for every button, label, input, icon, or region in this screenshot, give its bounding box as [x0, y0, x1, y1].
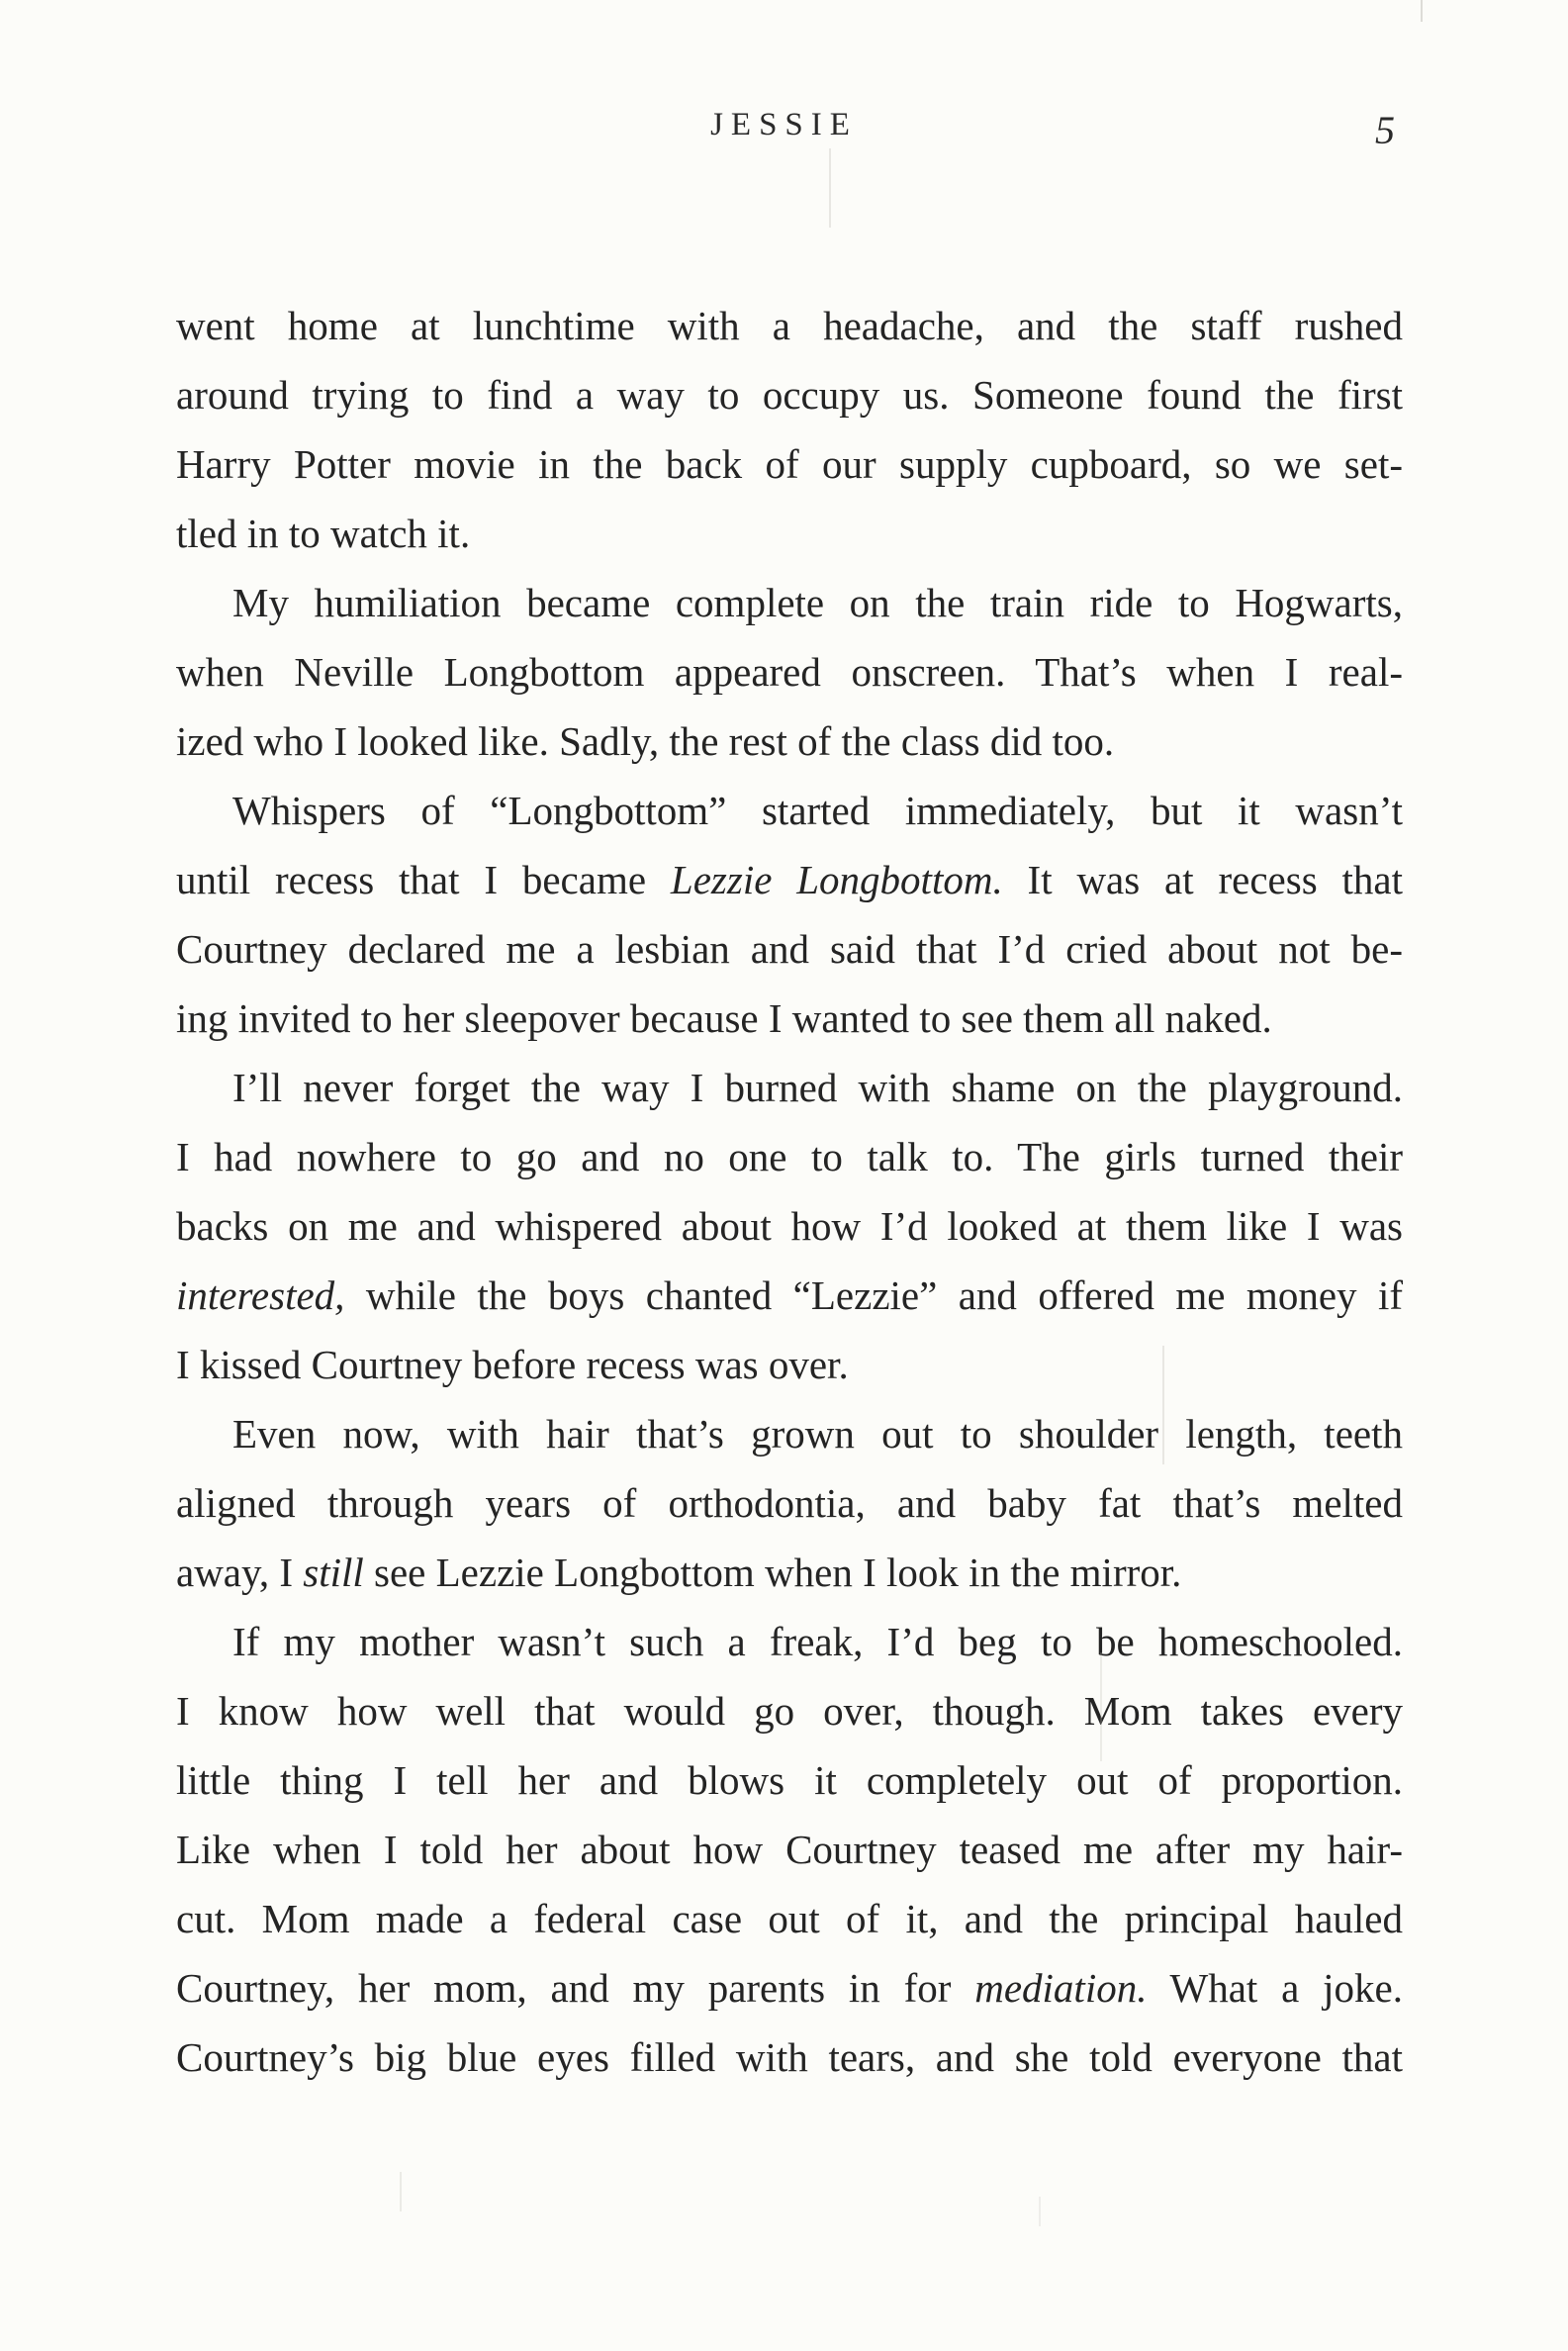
italic-run: still: [303, 1550, 364, 1595]
scan-artifact: [1162, 1346, 1164, 1464]
text-line: when Neville Longbottom appeared onscreen. That’s when I real-: [176, 649, 1403, 695]
text-line: went home at lunchtime with a headache, and the staff rushed: [176, 303, 1403, 348]
paragraph-end-line: ing invited to her sleepover because I wanted to see them all naked.: [176, 995, 1272, 1041]
paragraph-end-line: [176, 1538, 1403, 1607]
paragraph-start-line: If my mother wasn’t such a freak, I’d beg to be homeschooled.: [232, 1619, 1403, 1664]
scan-artifact: [1100, 1652, 1102, 1761]
scan-artifact: [829, 148, 831, 228]
text-line: cut. Mom made a federal case out of it, and the principal hauled: [176, 1896, 1403, 1941]
paragraph-start-line: My humiliation became complete on the train ride to Hogwarts,: [232, 580, 1403, 625]
running-head: JESSIE: [710, 107, 858, 142]
scan-artifact: [1421, 0, 1423, 22]
text-line: backs on me and whispered about how I’d looked at them like I was: [176, 1203, 1403, 1249]
italic-run: mediation.: [974, 1965, 1148, 2011]
text-line: Courtney’s big blue eyes filled with tears, and she told everyone that: [176, 2034, 1403, 2080]
text-line: little thing I tell her and blows it completely out of proportion.: [176, 1757, 1403, 1803]
text-line: I know how well that would go over, though. Mom takes every: [176, 1688, 1403, 1734]
paragraph-start-line: Even now, with hair that’s grown out to shoulder length, teeth: [232, 1411, 1403, 1457]
paragraph-start-line: Whispers of “Longbottom” started immediately, but it wasn’t: [232, 788, 1403, 833]
paragraph-end-line: tled in to watch it.: [176, 511, 471, 556]
text-line: [176, 1953, 1403, 2022]
paragraph-end-line: ized who I looked like. Sadly, the rest of the class did too.: [176, 718, 1115, 764]
scan-artifact: [400, 2172, 402, 2211]
text-run: away, I: [176, 1550, 304, 1595]
text-line: around trying to find a way to occupy us. Someone found the first: [176, 372, 1403, 418]
text-line: [176, 1261, 1403, 1330]
text-run: see Lezzie Longbottom when I look in the mirror.: [363, 1550, 1182, 1595]
text-run: until recess that I became: [176, 857, 671, 902]
text-line: [176, 845, 1403, 914]
text-run: Courtney, her mom, and my parents in for: [176, 1965, 975, 2011]
paragraph-end-line: I kissed Courtney before recess was over.: [176, 1342, 849, 1387]
text-run: What a joke.: [1147, 1965, 1403, 2011]
text-run: It was at recess that: [1002, 857, 1403, 902]
text-line: I had nowhere to go and no one to talk to. The girls turned their: [176, 1134, 1403, 1179]
italic-run: interested,: [176, 1272, 345, 1318]
paragraph-start-line: I’ll never forget the way I burned with shame on the playground.: [232, 1065, 1403, 1110]
body-text: [176, 291, 1403, 2092]
text-line: aligned through years of orthodontia, and baby fat that’s melted: [176, 1480, 1403, 1526]
text-run: while the boys chanted “Lezzie” and offered me money if: [344, 1272, 1403, 1318]
italic-run: Lezzie Longbottom.: [670, 857, 1003, 902]
text-line: Courtney declared me a lesbian and said that I’d cried about not be-: [176, 926, 1403, 972]
text-line: Harry Potter movie in the back of our supply cupboard, so we set-: [176, 441, 1403, 487]
scan-artifact: [1039, 2197, 1041, 2226]
page-number: 5: [1375, 108, 1395, 152]
text-line: Like when I told her about how Courtney teased me after my hair-: [176, 1827, 1403, 1872]
